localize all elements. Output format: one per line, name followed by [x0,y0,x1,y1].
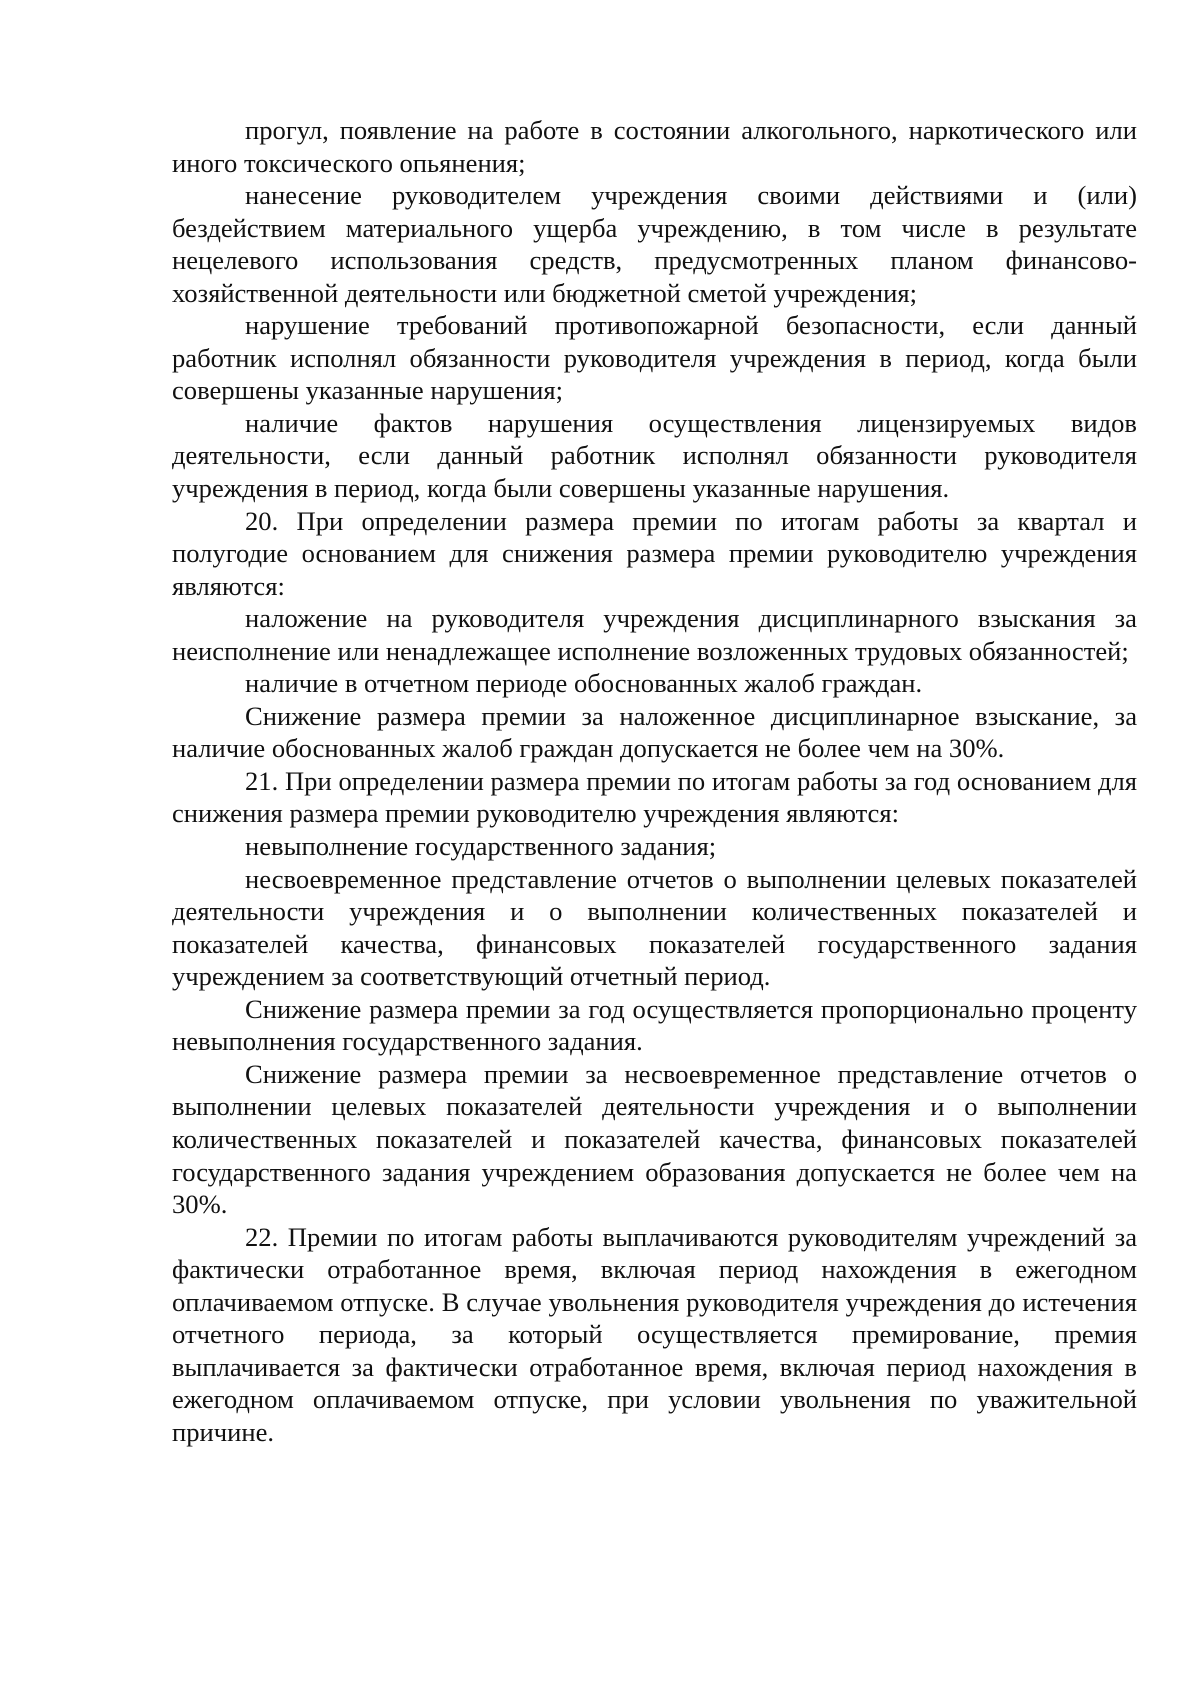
document-body [172,114,1137,1448]
paragraph-truancy: прогул, появление на работе в состоянии алкогольного, наркотического или иного токсического опьянения; [172,115,1137,178]
paragraph-late-reports-reduction: Снижение размера премии за несвоевременное представление отчетов о выполнении целевых показателей деятельности учреждения и о выполнении количественных показателей и показателей качества, финансовых показателей государственного задания учреждением образования допускается не более чем на 30%. [172,1058,1137,1220]
paragraph-licensing-violations: наличие фактов нарушения осуществления лицензируемых видов деятельности, если данный работник исполнял обязанности руководителя учреждения в период, когда были совершены указанные нарушения. [172,407,1137,504]
paragraph-state-task-failure: невыполнение государственного задания; [245,831,717,862]
paragraph-fire-safety: нарушение требований противопожарной безопасности, если данный работник исполнял обязанности руководителя учреждения в период, когда были совершены указанные нарушения; [172,310,1137,406]
paragraph-item-21: 21. При определении размера премии по итогам работы за год основанием для снижения размера премии руководителю учреждения являются: [172,765,1137,829]
paragraph-citizen-complaints: наличие в отчетном периоде обоснованных жалоб граждан. [245,668,923,699]
paragraph-late-reports: несвоевременное представление отчетов о выполнении целевых показателей деятельности учреждения и о выполнении количественных показателей и показателей качества, финансовых показателей государственного задания учреждением за соответствующий отчетный период. [172,863,1137,992]
paragraph-annual-reduction: Снижение размера премии за год осуществляется пропорционально проценту невыполнения государственного задания. [172,993,1137,1057]
paragraph-disciplinary-penalty: наложение на руководителя учреждения дисциплинарного взыскания за неисполнение или ненадлежащее исполнение возложенных трудовых обязанностей; [172,603,1137,666]
paragraph-item-22: 22. Премии по итогам работы выплачиваются руководителям учреждений за фактически отработанное время, включая период нахождения в ежегодном оплачиваемом отпуске. В случае увольнения руководителя учреждения до истечения отчетного периода, за который осуществляется премирование, премия выплачивается за фактически отработанное время, включая период нахождения в ежегодном оплачиваемом отпуске, при условии увольнения по уважительной причине. [172,1221,1137,1447]
paragraph-reduction-30-percent: Снижение размера премии за наложенное дисциплинарное взыскание, за наличие обоснованных жалоб граждан допускается не более чем на 30%. [172,700,1137,764]
paragraph-item-20: 20. При определении размера премии по итогам работы за квартал и полугодие основанием для снижения размера премии руководителю учреждения являются: [172,505,1137,601]
paragraph-material-damage: нанесение руководителем учреждения своими действиями и (или) бездействием материального ущерба учреждению, в том числе в результате нецелевого использования средств, предусмотренных планом финансово-хозяйственной деятельности или бюджетной сметой учреждения; [172,180,1137,308]
